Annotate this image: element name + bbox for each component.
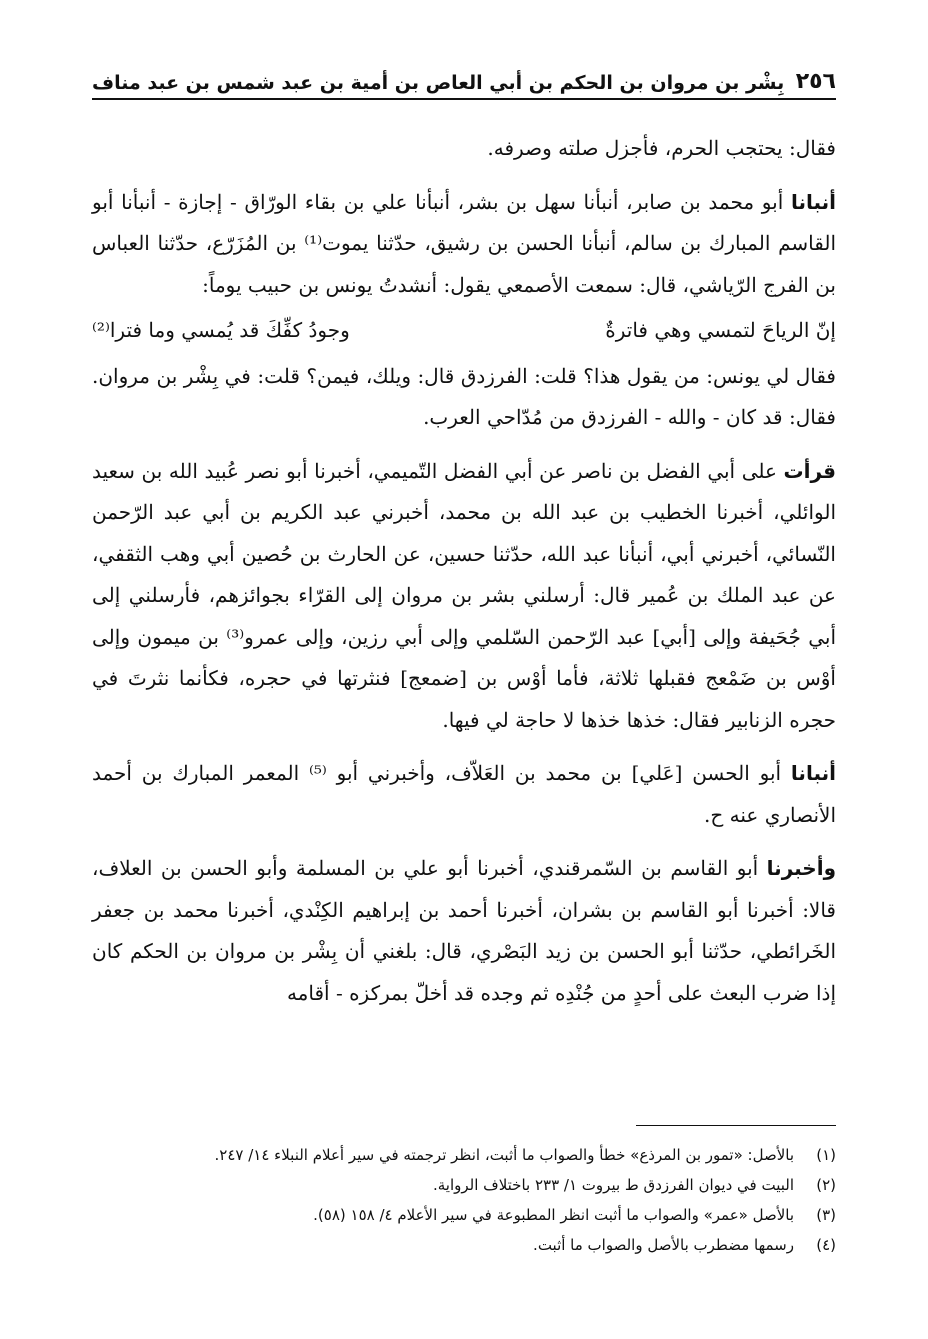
footnote-text: رسمها مضطرب بالأصل والصواب ما أثبت. (533, 1236, 794, 1254)
verse-second-hemistich: وجودُ كفِّكَ قد يُمسي وما فترا⁽²⁾ (92, 318, 350, 342)
footnote (92, 1200, 836, 1230)
poetry-verse (92, 310, 836, 352)
paragraph-lead: قرأت (783, 458, 836, 483)
paragraph (92, 356, 836, 439)
footnote (92, 1140, 836, 1170)
header-rule (92, 98, 836, 100)
paragraph (92, 128, 836, 170)
footnote (92, 1230, 836, 1260)
page-number: ٢٥٦ (795, 69, 836, 94)
paragraph (92, 182, 836, 307)
paragraph (92, 451, 836, 742)
paragraph-text: أبو القاسم بن السّمرقندي، أخبرنا أبو علي بن المسلمة وأبو الحسن بن العلاف، قالا: أخبرنا أبو القاسم بن بشران، أخبرنا أحمد بن إبراهيم الكِنْدي، أخبرنا محمد بن جعفر الخَرائطي، حدّثنا أبو الحسن بن زيد البَصْري، قال: بلغني أن بِشْر بن مروان بن الحكم كان إذا ضرب البعث على أحدٍ من جُنْدِه ثم وجده قد أخلّ بمركزه - أقامه (92, 856, 836, 1005)
footnote (92, 1170, 836, 1200)
paragraph-text: على أبي الفضل بن ناصر عن أبي الفضل التّميمي، أخبرنا أبو نصر عُبيد الله بن سعيد الوائلي، أخبرنا الخطيب بن عبد الله بن محمد، أخبرني عبد الكريم بن أبي عبد الرّحمن النّسائي، أخبرني أبي، أنبأنا عبد الله، حدّثنا حسين، عن الحارث بن حُصين أبي وهب الثقفي، عن عبد الملك بن عُمير قال: أرسلني بشر بن مروان إلى القرّاء بجوائزهم، فأرسلني إلى أبي جُحَيفة وإلى [أبي] عبد الرّحمن السّلمي وإلى أبي رزين، وإلى عمرو⁽³⁾ بن ميمون وإلى أوْس بن ضَمْعج فقبلها ثلاثة، فأما أوْس بن [ضمعج] فنثرتها في حجره، فكأنما نثرتَ في حجره الزنابير فقال: خذها خذها لا حاجة لي فيها. (92, 458, 837, 732)
footnotes (92, 1140, 836, 1260)
footnote-mark: (٤) (816, 1236, 836, 1254)
paragraph (92, 848, 836, 1014)
paragraph (92, 753, 836, 836)
paragraph-lead: أنبانا (790, 189, 836, 214)
paragraph-text: أبو الحسن [عَلي] بن محمد بن العَلاّف، وأخبرني أبو ⁽⁵⁾ المعمر المبارك بن أحمد الأنصاري عنه ح. (92, 761, 836, 827)
page-header (92, 58, 836, 94)
running-title: بِشْر بن مروان بن الحكم بن أبي العاص بن أمية بن عبد شمس بن عبد مناف (92, 72, 785, 94)
footnote-mark: (٢) (816, 1176, 836, 1194)
footnote-mark: (٣) (816, 1206, 836, 1224)
footnote-mark: (١) (816, 1146, 836, 1164)
paragraph-text: فقال: يحتجب الحرم، فأجزل صلته وصرفه. (487, 136, 836, 160)
paragraph-lead: وأخبرنا (766, 856, 836, 880)
body-text (92, 128, 836, 1018)
footnote-text: بالأصل «عمر» والصواب ما أثبت انظر المطبوعة في سير الأعلام ٤/ ١٥٨ (٥٨). (313, 1206, 794, 1224)
verse-first-hemistich: إنّ الرياحَ لتمسي وهي فاترةٌ (605, 318, 836, 342)
paragraph-text: فقال لي يونس: من يقول هذا؟ قلت: الفرزدق قال: ويلك، فيمن؟ قلت: في بِشْر بن مروان. فقال: قد كان - والله - الفرزدق من مُدّاحي العرب. (92, 363, 836, 429)
footnote-text: بالأصل: «تمور بن المرذع» خطأ والصواب ما أثبت، انظر ترجمته في سير أعلام النبلاء ١٤/ ٢٤٧. (214, 1146, 794, 1164)
paragraph-lead: أنبانا (790, 761, 836, 785)
footnote-text: البيت في ديوان الفرزدق ط بيروت ١/ ٢٣٣ باختلاف الرواية. (432, 1176, 794, 1194)
footnote-rule (636, 1125, 836, 1126)
paragraph-text: أبو محمد بن صابر، أنبأنا سهل بن بشر، أنبأنا علي بن بقاء الورّاق - إجازة - أنبأنا أبو القاسم المبارك بن سالم، أنبأنا الحسن بن رشيق، حدّثنا يموت⁽¹⁾ بن المُزَرّع، حدّثنا العباس بن الفرج الرّياشي، قال: سمعت الأصمعي يقول: أنشدتُ يونس بن حبيب يوماً: (92, 189, 837, 297)
